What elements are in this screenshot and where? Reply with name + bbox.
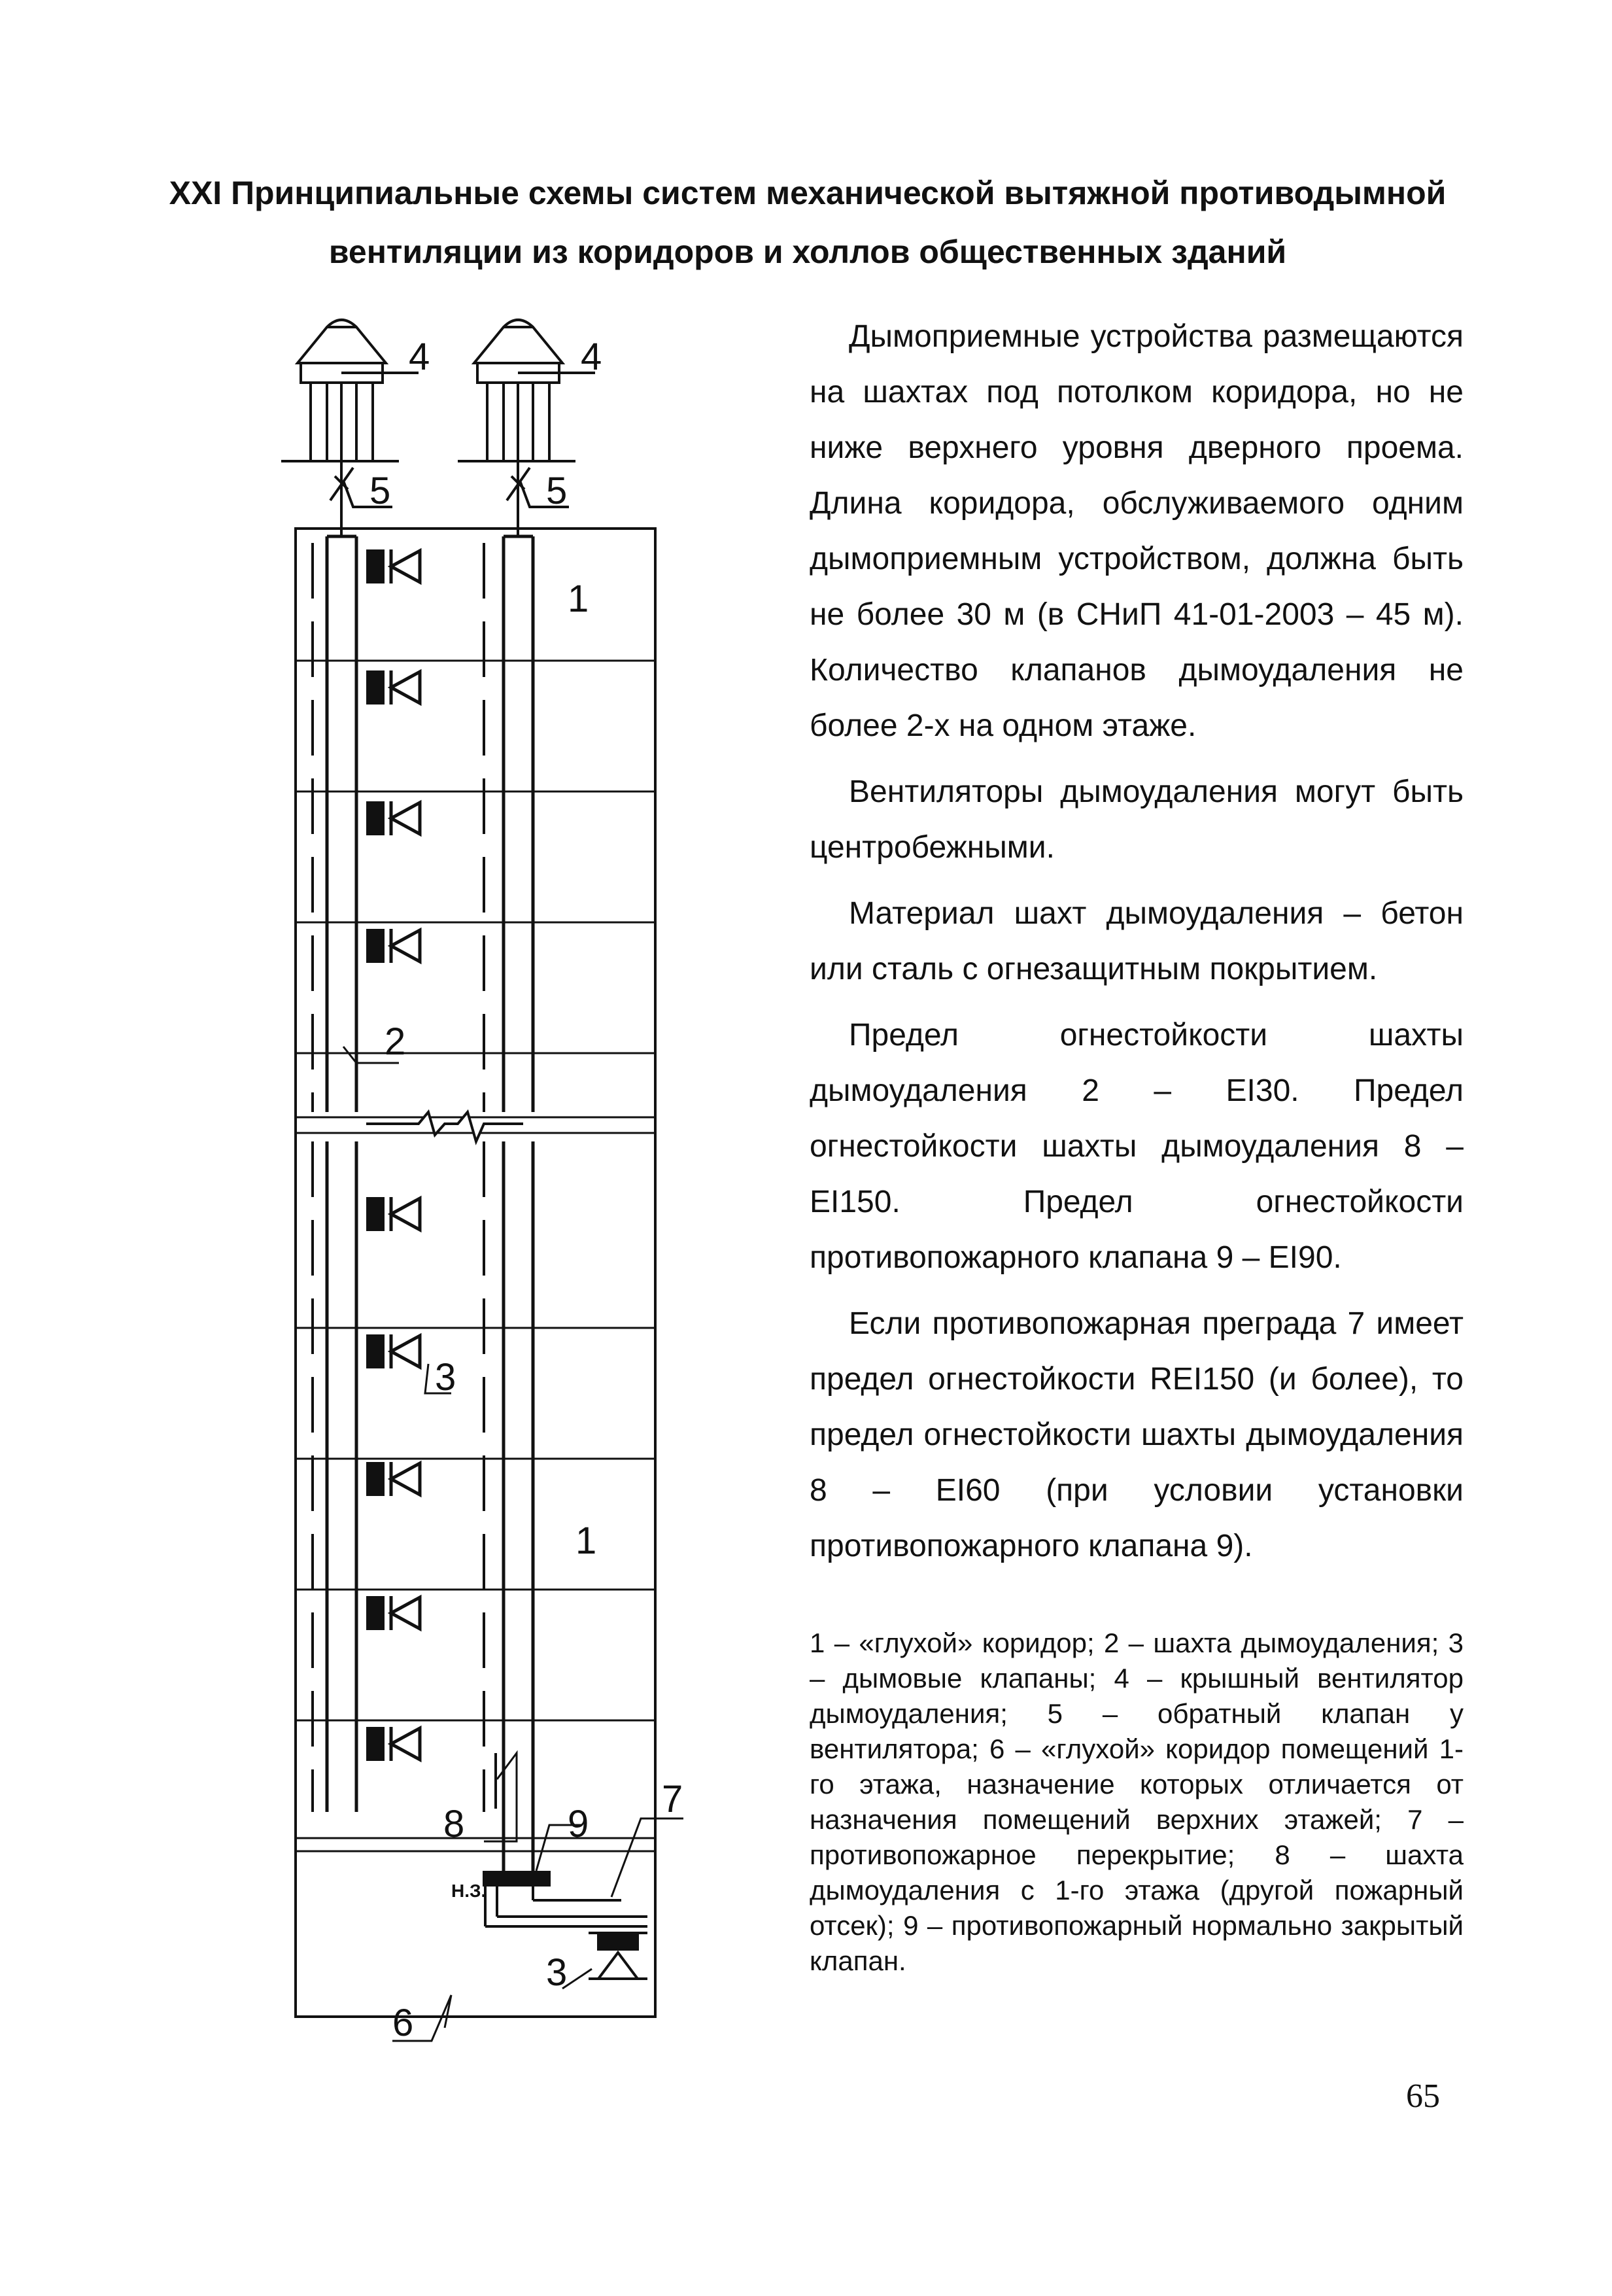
label-corridor-bottom: 1: [575, 1520, 597, 1562]
label-slab: 7: [662, 1778, 683, 1820]
smoke-exhaust-diagram: [275, 307, 732, 2113]
roof-fan-right: [458, 320, 595, 536]
floor-slabs: [296, 661, 655, 1851]
label-smoke-valve-ground: 3: [546, 1951, 568, 1994]
title-line-1: XXI Принципиальные схемы систем механической вытяжной противодымной: [169, 175, 1447, 211]
smoke-valve-icon: [366, 1596, 420, 1630]
paragraph-fire-barrier: Если противопожарная преграда 7 имеет предел огнестойкости REI150 (и более), то предел огнестойкости шахты дымоудаления 8 – EI60 (при условии установки противопожарного клапана 9).: [810, 1306, 1464, 1563]
paragraph-fans: Вентиляторы дымоудаления могут быть центробежными.: [810, 774, 1464, 865]
smoke-valve-icon: [366, 1462, 420, 1496]
leader-lines: [343, 1047, 683, 2041]
smoke-valve-icon: [366, 1334, 420, 1368]
fire-valve: [484, 1872, 549, 1885]
label-fan-right: 4: [581, 336, 602, 378]
smoke-valve-icon: [366, 929, 420, 963]
smoke-valve-icon: [366, 801, 420, 835]
label-check-valve-left: 5: [369, 470, 391, 512]
page-number: 65: [1406, 2078, 1440, 2115]
building-outline: [296, 529, 655, 2017]
label-corridor-top: 1: [568, 578, 589, 620]
label-smoke-valve: 3: [435, 1356, 456, 1399]
label-nz: Н.З.: [451, 1881, 487, 1901]
smoke-valve-icon: [366, 1197, 420, 1231]
page-title: [144, 164, 1471, 281]
paragraph-smoke-intakes: Дымоприемные устройства размещаются на шахтах под потолком коридора, но не ниже верхнего уровня дверного проема. Длина коридора, обслуживаемого одним дымоприемным устройством, должна быть не более 30 м (в СНиП 41-01-2003 – 45 м). Количество клапанов дымоудаления не более 2-х на одном этаже.: [810, 319, 1464, 743]
label-fire-valve: 9: [568, 1803, 589, 1845]
paragraph-fire-resistance: Предел огнестойкости шахты дымоудаления 2 – EI30. Предел огнестойкости шахты дымоудаления 8 – EI150. Предел огнестойкости противопожарного клапана 9 – EI90.: [810, 1018, 1464, 1275]
smoke-valves: [366, 549, 420, 1761]
label-fan-left: 4: [409, 336, 430, 378]
label-shaft-ground: 8: [443, 1803, 465, 1845]
label-shaft: 2: [385, 1020, 406, 1063]
smoke-shaft-right: [504, 536, 533, 1871]
body-text: [810, 309, 1464, 1584]
paragraph-shaft-material: Материал шахт дымоудаления – бетон или сталь с огнезащитным покрытием.: [810, 896, 1464, 986]
label-ground-corridor: 6: [392, 2002, 414, 2044]
title-line-2: вентиляции из коридоров и холлов общественных зданий: [328, 234, 1287, 270]
ground-smoke-valve: [589, 1933, 647, 1979]
smoke-valve-icon: [366, 670, 420, 704]
smoke-valve-icon: [366, 1727, 420, 1761]
smoke-shaft-left: [327, 536, 356, 1812]
roof-fan-left: [281, 320, 419, 536]
label-check-valve-right: 5: [546, 470, 568, 512]
smoke-valve-icon: [366, 549, 420, 583]
figure-legend: 1 – «глухой» коридор; 2 – шахта дымоудаления; 3 – дымовые клапаны; 4 – крышный вентилятор дымоудаления; 5 – обратный клапан у вентилятора; 6 – «глухой» коридор помещений 1-го этажа, назначение которых отличается от назначения помещений верхних этажей; 7 – противопожарное перекрытие; 8 – шахта дымоудаления с 1-го этажа (другой пожарный отсек); 9 – противопожарный нормально закрытый клапан.: [810, 1627, 1464, 1976]
ground-floor-duct: [485, 1884, 647, 1926]
